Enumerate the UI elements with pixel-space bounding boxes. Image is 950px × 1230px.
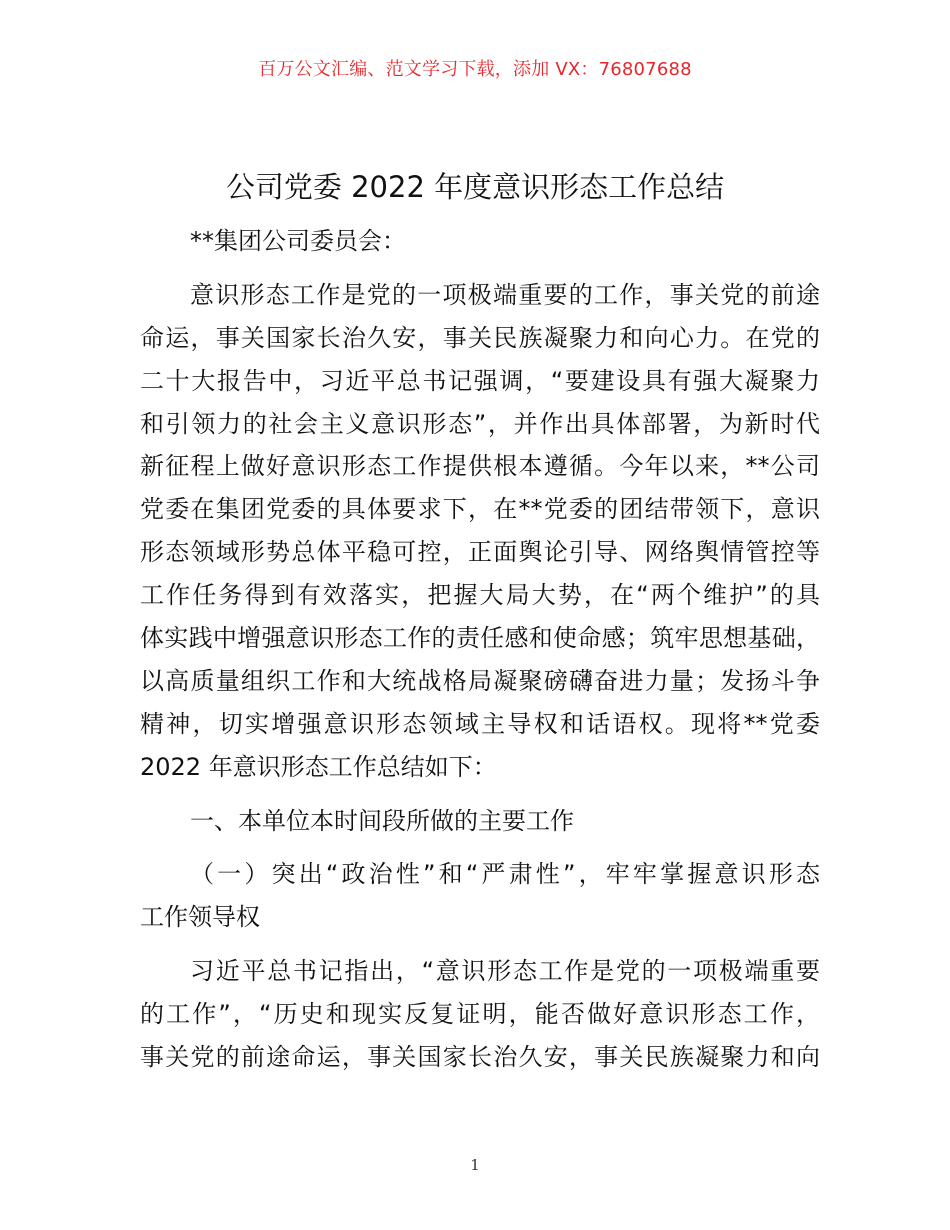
subsection-heading [140, 853, 820, 939]
text-line: 和引领力的社会主义意识形态”，并作出具体部署，为新时代 [140, 409, 820, 438]
document-body [140, 220, 820, 1079]
salutation: **集团公司委员会： [190, 227, 406, 255]
text-line: 精神，切实增强意识形态领域主导权和话语权。现将**党委 [140, 709, 820, 738]
text-line: 2022 年意识形态工作总结如下： [140, 752, 497, 781]
text-line: 事关党的前途命运，事关国家长治久安，事关民族凝聚力和向 [140, 1043, 820, 1072]
paragraph-intro [140, 274, 820, 789]
text-line: 二十大报告中，习近平总书记强调，“要建设具有强大凝聚力 [140, 366, 820, 395]
text-line: 命运，事关国家长治久安，事关民族凝聚力和向心力。在党的 [140, 323, 820, 352]
text-line: 的工作”，“历史和现实反复证明，能否做好意识形态工作， [140, 1000, 820, 1029]
watermark-banner: 百万公文汇编、范文学习下载，添加 VX：76807688 [258, 59, 692, 80]
text-line: 工作任务得到有效落实，把握大局大势，在“两个维护”的具 [140, 581, 820, 610]
page-number: 1 [470, 1156, 480, 1174]
text-line: 意识形态工作是党的一项极端重要的工作，事关党的前途 [190, 280, 820, 309]
text-line: 形态领域形势总体平稳可控，正面舆论引导、网络舆情管控等 [140, 538, 820, 567]
section-heading: 一、本单位本时间段所做的主要工作 [190, 806, 574, 835]
paragraph-quote [140, 950, 820, 1079]
text-line: 体实践中增强意识形态工作的责任感和使命感；筑牢思想基础， [140, 624, 820, 653]
text-line: 党委在集团党委的具体要求下，在**党委的团结带领下，意识 [140, 495, 820, 524]
text-line: 新征程上做好意识形态工作提供根本遵循。今年以来，**公司 [140, 452, 820, 481]
document-title: 公司党委 2022 年度意识形态工作总结 [225, 170, 725, 204]
text-line: 习近平总书记指出，“意识形态工作是党的一项极端重要 [190, 957, 820, 986]
text-line: 工作领导权 [140, 903, 260, 932]
text-line: 以高质量组织工作和大统战格局凝聚磅礴奋进力量；发扬斗争 [140, 666, 820, 695]
text-line: （一）突出“政治性”和“严肃性”，牢牢掌握意识形态 [190, 860, 820, 889]
